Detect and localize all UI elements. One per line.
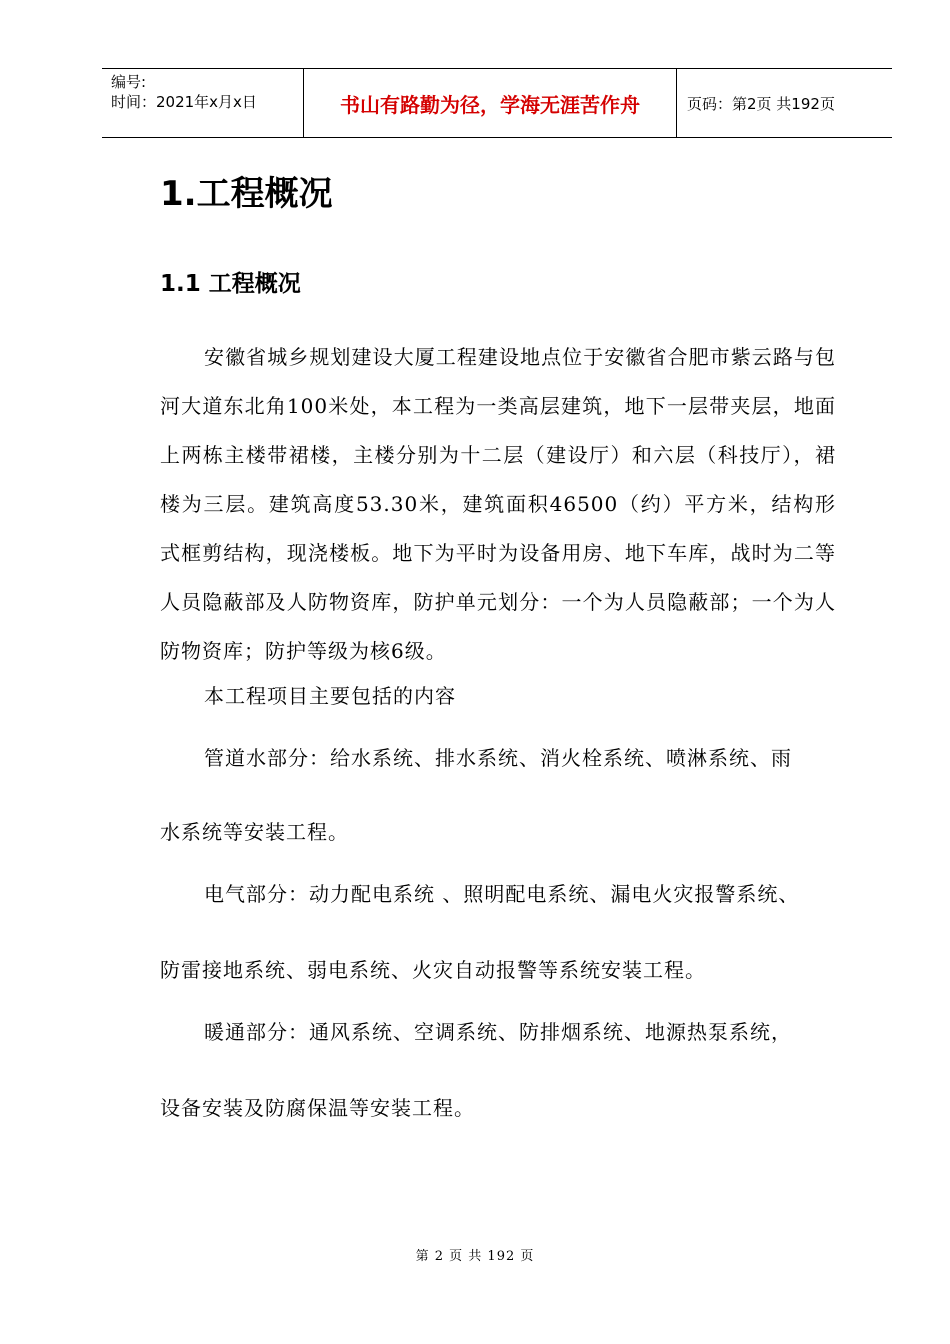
electric-line-2: 防雷接地系统、弱电系统、火灾自动报警等系统安装工程。 — [160, 958, 706, 982]
header-meta — [102, 69, 304, 137]
number-label: 编号: — [111, 73, 147, 91]
water-line-1: 管道水部分：给水系统、排水系统、消火栓系统、喷淋系统、雨 — [204, 746, 792, 770]
chapter-title: 1.工程概况 — [160, 174, 333, 214]
header-motto: 书山有路勤为径，学海无涯苦作舟 — [304, 69, 677, 137]
overview-paragraph: 安徽省城乡规划建设大厦工程建设地点位于安徽省合肥市紫云路与包河大道东北角100米处，本工程为一类高层建筑，地下一层带夹层，地面上两栋主楼带裙楼，主楼分别为十二层（建设厅）和六层（科技厅），裙楼为三层。建筑高度53.30米，建筑面积46500（约）平方米，结构形式框剪结构，现浇楼板。地下为平时为设备用房、地下车库，战时为二等人员隐蔽部及人防物资库，防护单元划分：一个为人员隐蔽部；一个为人防物资库；防护等级为核6级。 — [160, 345, 836, 663]
water-line-2: 水系统等安装工程。 — [160, 820, 349, 844]
page-header — [102, 68, 892, 138]
electric-line-1: 电气部分：动力配电系统 、照明配电系统、漏电火灾报警系统、 — [204, 882, 800, 906]
hvac-line-2: 设备安装及防腐保温等安装工程。 — [160, 1096, 475, 1120]
items-intro: 本工程项目主要包括的内容 — [204, 684, 456, 708]
page-footer: 第 2 页 共 192 页 — [415, 1249, 535, 1264]
header-page-info: 页码：第2页 共192页 — [687, 94, 835, 113]
time-label: 时间：2021年x月x日 — [111, 93, 257, 111]
section-title: 1.1 工程概况 — [160, 271, 301, 297]
hvac-line-1: 暖通部分：通风系统、空调系统、防排烟系统、地源热泵系统， — [204, 1020, 792, 1044]
